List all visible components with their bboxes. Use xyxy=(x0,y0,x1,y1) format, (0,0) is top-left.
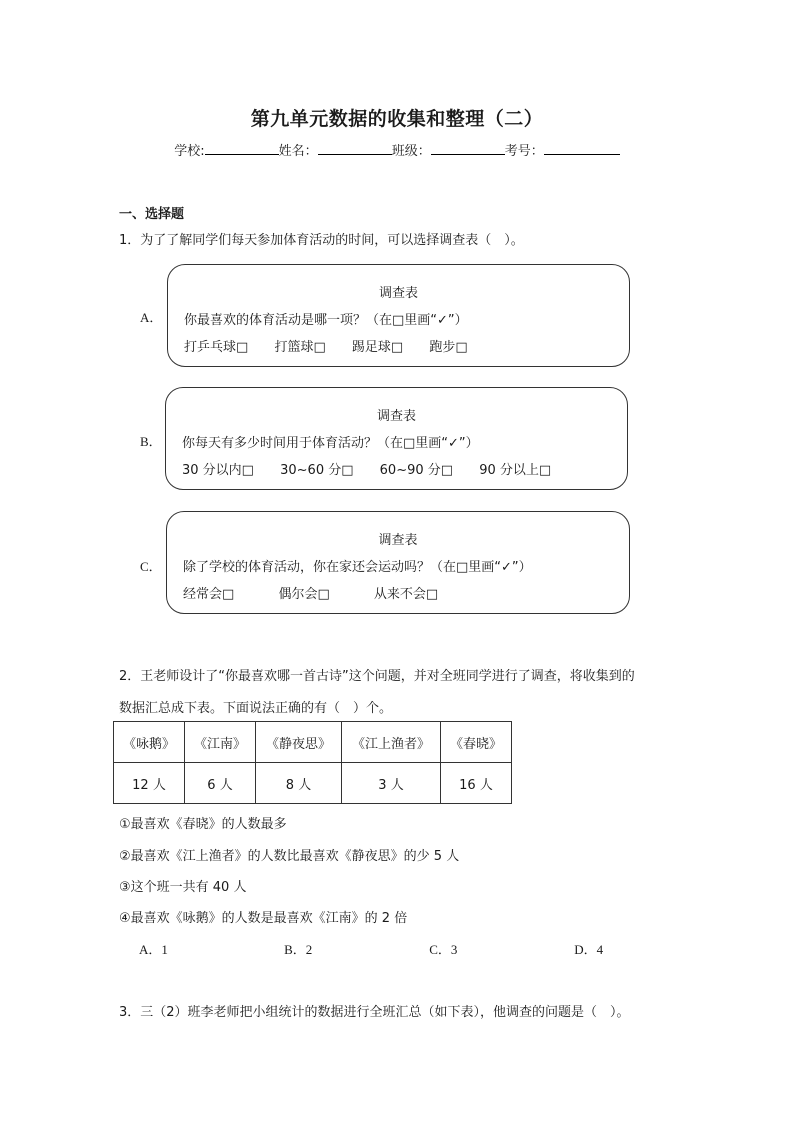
survey-title: 调查表 xyxy=(378,533,418,548)
choice: 踢足球□ xyxy=(351,340,404,355)
table-cell: 12 人 xyxy=(114,763,185,804)
choice: 跑步□ xyxy=(429,340,468,355)
number-label: 考号： xyxy=(504,144,544,159)
answer-option: C．3 xyxy=(429,942,458,957)
option-b-letter: B． xyxy=(140,434,162,449)
question-1-stem: 1．为了了解同学们每天参加体育活动的时间，可以选择调查表（ ）。 xyxy=(119,233,524,248)
answer-option: B．2 xyxy=(284,942,313,957)
survey-question: 你每天有多少时间用于体育活动？（在□里画“✓”） xyxy=(182,436,479,451)
question-2-stem-line1: 2．王老师设计了“你最喜欢哪一首古诗”这个问题，并对全班同学进行了调查，将收集到的 xyxy=(119,669,635,684)
choice: 偶尔会□ xyxy=(278,587,330,602)
table-header-cell: 《江南》 xyxy=(185,722,256,763)
poem-table xyxy=(113,721,512,804)
name-blank xyxy=(318,140,392,155)
choice: 90 分以上□ xyxy=(479,463,552,478)
option-c-letter: C． xyxy=(140,559,162,574)
choice: 打篮球□ xyxy=(274,340,326,355)
name-label: 姓名： xyxy=(278,144,318,159)
choice: 30~60 分□ xyxy=(280,463,354,478)
table-header-cell: 《咏鹅》 xyxy=(114,722,185,763)
class-label: 班级： xyxy=(391,144,431,159)
survey-question: 除了学校的体育活动，你在家还会运动吗？（在□里画“✓”） xyxy=(183,560,532,575)
answer-choices xyxy=(139,939,714,958)
table-header-row xyxy=(114,722,512,763)
survey-choices xyxy=(183,583,460,602)
choice: 60~90 分□ xyxy=(379,463,454,478)
survey-box-b xyxy=(165,387,628,490)
table-header-cell: 《静夜思》 xyxy=(256,722,342,763)
statement: ②最喜欢《江上渔者》的人数比最喜欢《静夜思》的少 5 人 xyxy=(119,849,460,864)
survey-choices xyxy=(182,459,573,478)
school-blank xyxy=(205,140,279,155)
survey-title: 调查表 xyxy=(376,409,416,424)
student-info-line xyxy=(0,140,794,159)
answer-option: D．4 xyxy=(574,942,604,957)
statement: ③这个班一共有 40 人 xyxy=(119,880,247,895)
survey-box-c xyxy=(166,511,630,614)
table-cell: 6 人 xyxy=(185,763,256,804)
table-header-cell: 《江上渔者》 xyxy=(342,722,441,763)
option-a-letter: A． xyxy=(140,310,163,325)
choice: 从来不会□ xyxy=(373,587,439,602)
choice: 经常会□ xyxy=(183,587,235,602)
survey-box-a xyxy=(167,264,630,367)
statement: ①最喜欢《春晓》的人数最多 xyxy=(119,817,287,832)
answer-option: A．1 xyxy=(139,942,168,957)
survey-question: 你最喜欢的体育活动是哪一项？（在□里画“✓”） xyxy=(184,313,468,328)
page-title: 第九单元数据的收集和整理（二） xyxy=(250,108,544,130)
class-blank xyxy=(431,140,505,155)
number-blank xyxy=(544,140,620,155)
section-heading: 一、选择题 xyxy=(119,207,185,222)
statement: ④最喜欢《咏鹅》的人数是最喜欢《江南》的 2 倍 xyxy=(119,911,408,926)
question-2-stem-line2: 数据汇总成下表。下面说法正确的有（ ）个。 xyxy=(119,701,393,716)
survey-choices xyxy=(184,336,490,355)
question-3-stem: 3．三（2）班李老师把小组统计的数据进行全班汇总（如下表），他调查的问题是（ ）。 xyxy=(119,1005,630,1020)
choice: 30 分以内□ xyxy=(182,463,254,478)
school-label: 学校: xyxy=(174,144,205,159)
table-header-cell: 《春晓》 xyxy=(441,722,512,763)
table-row xyxy=(114,763,512,804)
table-cell: 8 人 xyxy=(256,763,342,804)
table-cell: 16 人 xyxy=(441,763,512,804)
survey-title: 调查表 xyxy=(378,286,418,301)
choice: 打乒乓球□ xyxy=(184,340,249,355)
table-cell: 3 人 xyxy=(342,763,441,804)
